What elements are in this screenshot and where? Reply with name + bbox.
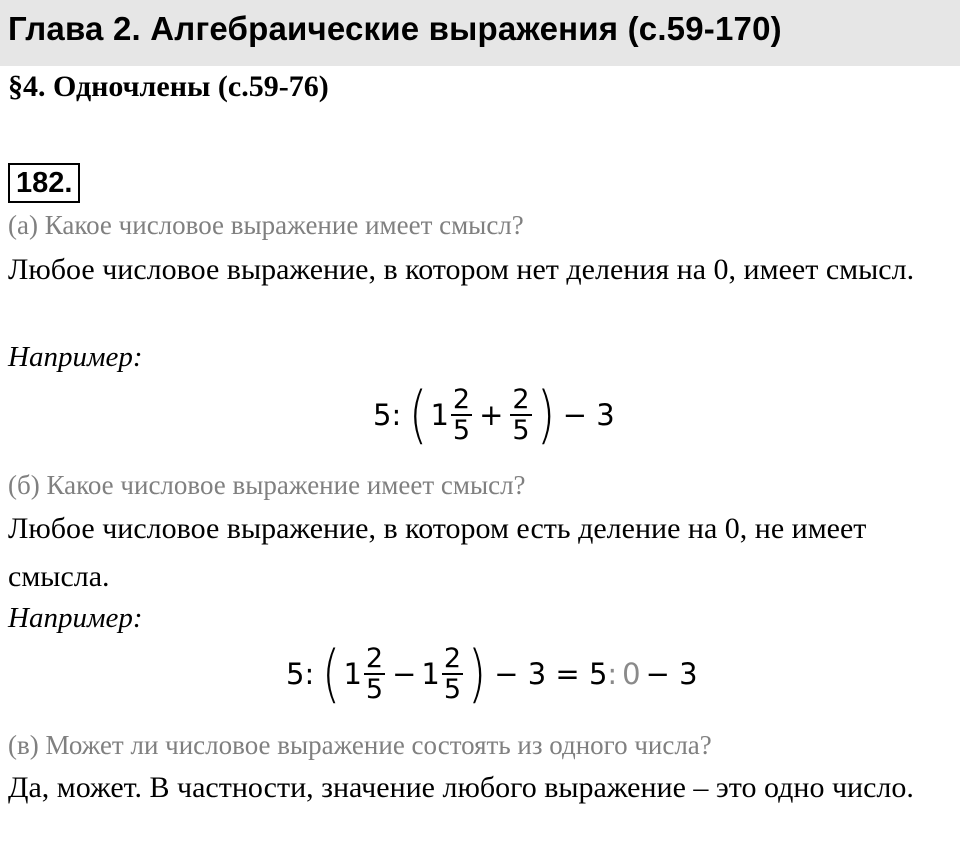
question-b: (б) Какое числовое выражение имеет смысл?: [8, 470, 526, 500]
formula-a-frac1-den: 5: [452, 415, 471, 446]
formula-a-close-paren: ): [536, 378, 555, 451]
formula-b-tail: − 3 = 5: [494, 657, 608, 691]
formula-a-frac1-num: 2: [452, 383, 471, 415]
formula-a: [373, 378, 615, 451]
formula-b-whole-1: 1: [343, 657, 362, 691]
formula-b-lead: 5:: [286, 657, 315, 691]
chapter-title: Глава 2. Алгебраические выражения (с.59-170): [8, 10, 782, 47]
formula-a-frac2-num: 2: [512, 383, 530, 415]
formula-a-frac2-den: 5: [512, 415, 530, 446]
formula-b-fraction-2: [442, 644, 463, 704]
formula-a-fraction-1: [451, 385, 472, 445]
formula-a-lead: 5:: [373, 398, 402, 432]
formula-b-frac2-num: 2: [443, 642, 462, 674]
example-label-a: Например:: [8, 341, 143, 373]
formula-a-tail: − 3: [562, 398, 615, 432]
formula-b-frac1-den: 5: [365, 674, 384, 705]
section-title: §4. Одночлены (с.59-76): [8, 70, 329, 103]
formula-b: [286, 637, 698, 710]
example-label-b: Например:: [8, 602, 143, 634]
question-c: (в) Может ли числовое выражение состоять из одного числа?: [8, 730, 712, 760]
answer-b: Любое числовое выражение, в котором есть деление на 0, не имеет смысла.: [8, 512, 867, 593]
formula-a-plus: +: [479, 398, 504, 432]
answer-a: Любое числовое выражение, в котором нет деления на 0, имеет смысл.: [8, 253, 915, 286]
formula-b-frac1-num: 2: [365, 642, 384, 674]
question-a: (а) Какое числовое выражение имеет смысл?: [8, 210, 524, 240]
formula-a-fraction-2: [510, 385, 531, 445]
formula-b-frac2-den: 5: [443, 674, 462, 705]
formula-b-zero: 0: [622, 657, 641, 691]
formula-b-colon: :: [607, 657, 618, 691]
task-number-box: 182.: [8, 163, 80, 203]
formula-b-whole-2: 1: [421, 657, 440, 691]
formula-b-end: − 3: [645, 657, 698, 691]
answer-c: Да, может. В частности, значение любого выражение – это одно число.: [8, 771, 914, 804]
formula-b-close-paren: ): [468, 637, 487, 710]
formula-b-open-paren: (: [322, 637, 341, 710]
formula-b-minus: −: [392, 657, 417, 691]
formula-b-fraction-1: [364, 644, 385, 704]
formula-a-whole: 1: [430, 398, 449, 432]
formula-a-open-paren: (: [409, 378, 428, 451]
